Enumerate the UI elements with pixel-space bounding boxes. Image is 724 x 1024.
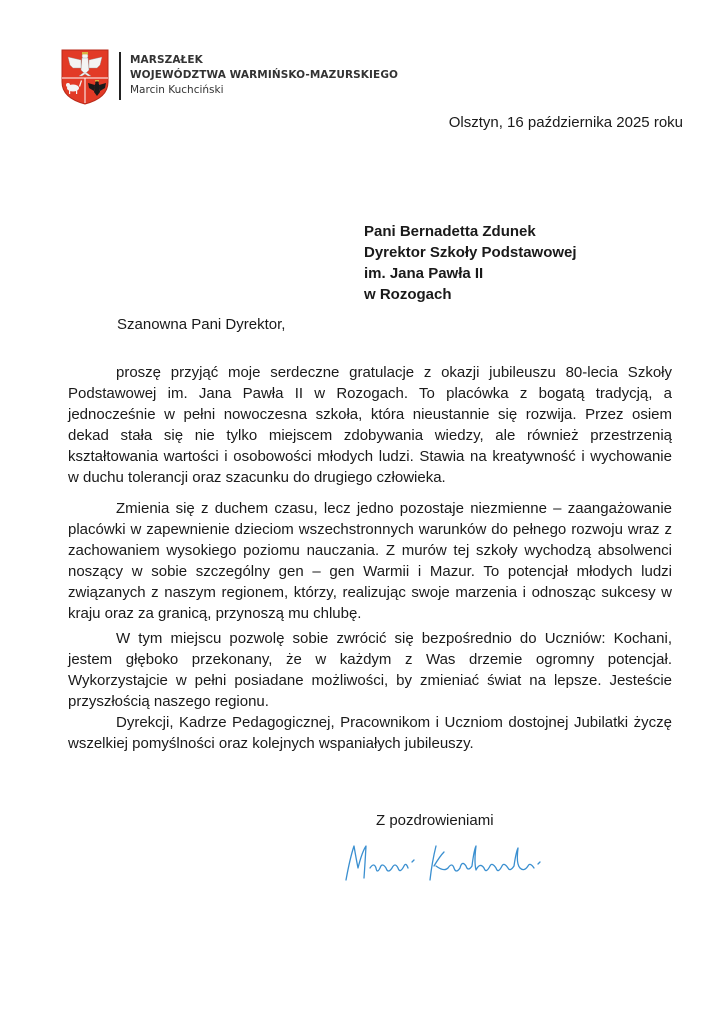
office-title: MARSZAŁEK <box>130 54 203 66</box>
official-name: Marcin Kuchciński <box>130 84 224 96</box>
recipient-position: Dyrektor Szkoły Podstawowej <box>364 244 577 261</box>
recipient-school-patron: im. Jana Pawła II <box>364 265 484 282</box>
recipient-block <box>364 221 577 305</box>
header-divider <box>119 52 121 100</box>
letter-date: Olsztyn, 16 października 2025 roku <box>448 114 683 131</box>
body-paragraph-2-wrap <box>68 498 672 624</box>
signature-icon <box>340 838 570 888</box>
body-paragraph-4-wrap <box>68 712 672 754</box>
body-paragraph: Dyrekcji, Kadrze Pedagogicznej, Pracownikom i Uczniom dostojnej Jubilatki życzę wszelkiej pomyślności oraz kolejnych wspaniałych jubileuszy. <box>68 714 672 752</box>
body-paragraph: proszę przyjąć moje serdeczne gratulacje z okazji jubileuszu 80-lecia Szkoły Podstawowej im. Jana Pawła II w Rozogach. To placówka z bogatą tradycją, a jednocześnie w pełni nowoczesna szkoła, która nieustannie się rozwija. Przez osiem dekad stała się nie tylko miejscem zdobywania wiedzy, ale również przestrzenią kształtowania wartości i osobowości młodych ludzi. Stawia na kreatywność i wychowanie w duchu tolerancji oraz szacunku do drugiego człowieka. <box>68 364 672 486</box>
letterhead <box>60 48 398 106</box>
office-region: WOJEWÓDZTWA WARMIŃSKO-MAZURSKIEGO <box>130 69 399 81</box>
closing-phrase: Z pozdrowieniami <box>376 812 494 829</box>
body-paragraph: Zmienia się z duchem czasu, lecz jedno pozostaje niezmienne – zaangażowanie placówki w zapewnienie dzieciom wszechstronnych warunków do pełnego rozwoju wraz z zachowaniem wysokiego poziomu nauczania. Z murów tej szkoły wychodzą absolwenci noszący w sobie szczególny gen – gen Warmii i Mazur. To potencjał młodych ludzi związanych z naszym regionem, którzy, realizując swoje marzenia i odnosząc sukcesy w kraju oraz za granicą, przynoszą mu chlubę. <box>68 500 672 622</box>
body-paragraph-3-wrap <box>68 628 672 712</box>
salutation: Szanowna Pani Dyrektor, <box>117 316 286 333</box>
recipient-location: w Rozogach <box>364 286 452 303</box>
body-paragraph-1-wrap <box>68 362 672 488</box>
body-paragraph: W tym miejscu pozwolę sobie zwrócić się bezpośrednio do Uczniów: Kochani, jestem głęboko przekonany, że w każdym z Was drzemie ogromny potencjał. Wykorzystajcie w pełni posiadane możliwości, by zmieniać świat na lepsze. Jesteście przyszłością naszego regionu. <box>68 630 672 710</box>
coat-of-arms-icon <box>60 48 110 106</box>
recipient-name: Pani Bernadetta Zdunek <box>364 223 536 240</box>
